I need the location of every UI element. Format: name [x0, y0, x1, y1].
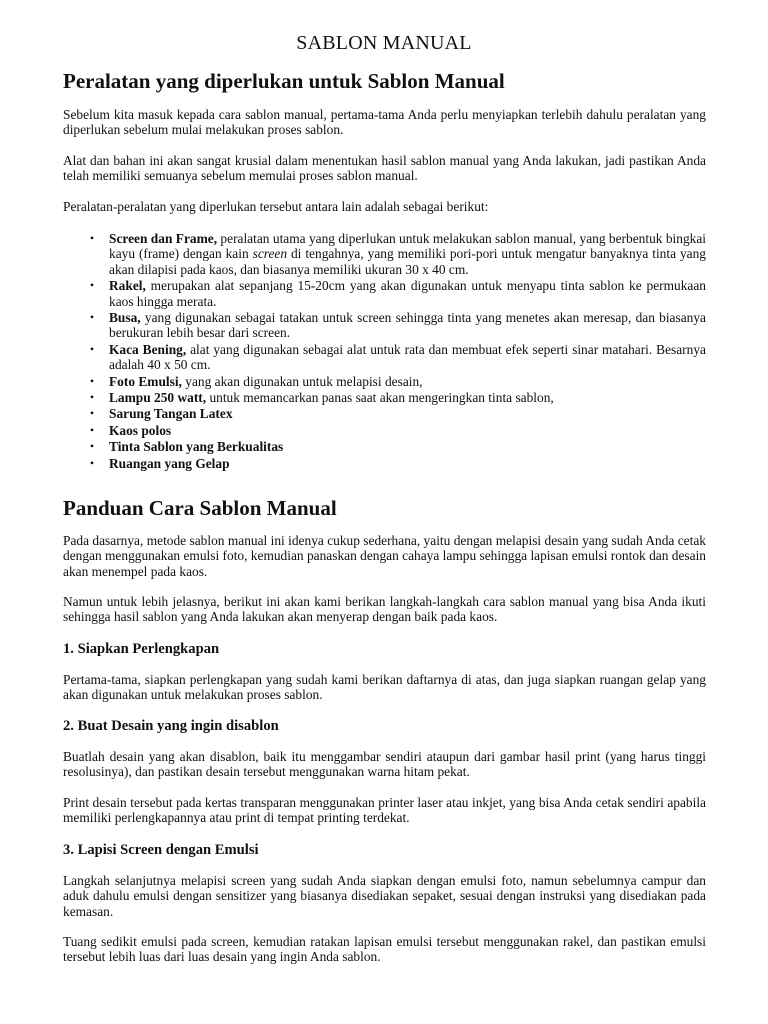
bullet-icon: •	[89, 455, 95, 470]
step-heading-3: 3. Lapisi Screen dengan Emulsi	[63, 842, 259, 858]
list-item	[87, 390, 706, 405]
item-term: Sarung Tangan Latex	[109, 406, 233, 422]
bullet-icon: •	[89, 422, 95, 437]
item-term: Foto Emulsi,	[109, 373, 182, 389]
bullet-icon: •	[89, 278, 95, 293]
list-item	[87, 310, 706, 341]
item-desc: alat yang digunakan sebagai alat untuk rata dan membuat efek seperti sinar matahari. Besarnya adalah 40 x 50 cm.	[109, 341, 706, 373]
item-term: Ruangan yang Gelap	[109, 455, 230, 471]
paragraph: Namun untuk lebih jelasnya, berikut ini akan kami berikan langkah-langkah cara sablon manual yang bisa Anda ikuti sehingga hasil sablon yang Anda lakukan akan menyerap dengan baik pada kaos.	[63, 594, 706, 625]
list-item	[87, 423, 706, 438]
bullet-icon: •	[89, 310, 95, 325]
section-heading-panduan: Panduan Cara Sablon Manual	[63, 496, 337, 520]
document-title: SABLON MANUAL	[296, 32, 472, 54]
bullet-icon: •	[89, 439, 95, 454]
item-desc: yang digunakan sebagai tatakan untuk screen sehingga tinta yang menetes akan meresap, dan biasanya berukuran lebih besar dari screen.	[109, 310, 706, 341]
paragraph: Pada dasarnya, metode sablon manual ini idenya cukup sederhana, yaitu dengan melapisi desain yang sudah Anda cetak dengan menggunakan emulsi foto, kemudian panaskan dengan cahaya lampu sehingga lapisan emulsi rontok dan desain akan menempel pada kaos.	[63, 533, 706, 579]
bullet-icon: •	[89, 231, 95, 245]
item-desc: untuk memancarkan panas saat akan mengeringkan tinta sablon,	[206, 390, 554, 406]
bullet-icon: •	[89, 341, 95, 356]
item-term: Rakel,	[109, 278, 146, 294]
item-term: Screen dan Frame,	[109, 231, 218, 246]
item-desc-emphasis: screen	[252, 246, 288, 262]
equipment-list	[87, 231, 706, 472]
item-term: Busa,	[109, 310, 141, 326]
item-term: Kaos polos	[109, 422, 172, 438]
paragraph: Buatlah desain yang akan disablon, baik itu menggambar sendiri ataupun dari gambar hasil print (yang harus tinggi resolusinya), dan pastikan desain tersebut menggunakan warna hitam pekat.	[63, 749, 706, 780]
item-desc: peralatan utama yang diperlukan untuk melakukan sablon manual, yang berbentuk bingkai kayu (frame) dengan kain	[109, 231, 706, 262]
list-item	[87, 278, 706, 309]
paragraph: Peralatan-peralatan yang diperlukan tersebut antara lain adalah sebagai berikut:	[63, 199, 489, 214]
item-desc: merupakan alat sepanjang 15-20cm yang akan digunakan untuk menyapu tinta sablon ke permukaan kaos hingga merata.	[109, 278, 706, 309]
paragraph: Pertama-tama, siapkan perlengkapan yang sudah kami berikan daftarnya di atas, dan juga siapkan ruangan gelap yang akan digunakan untuk melakukan proses sablon.	[63, 672, 706, 703]
bullet-icon: •	[89, 373, 95, 388]
paragraph: Langkah selanjutnya melapisi screen yang sudah Anda siapkan dengan emulsi foto, namun sebelumnya campur dan aduk dahulu emulsi dengan sensitizer yang biasanya disediakan sepaket, sesuai dengan instruksi yang disediakan pada kemasan.	[63, 873, 706, 919]
step-heading-2: 2. Buat Desain yang ingin disablon	[63, 718, 279, 734]
paragraph: Alat dan bahan ini akan sangat krusial dalam menentukan hasil sablon manual yang Anda lakukan, jadi pastikan Anda telah memiliki semuanya sebelum memulai proses sablon manual.	[63, 153, 706, 184]
item-term: Lampu 250 watt,	[109, 390, 207, 406]
list-item	[87, 406, 706, 421]
item-desc: di tengahnya, yang memiliki pori-pori untuk mengatur banyaknya tinta yang akan dilapisi pada kaos, dan biasanya memiliki ukuran 30 x 40 cm.	[109, 246, 706, 277]
step-heading-1: 1. Siapkan Perlengkapan	[63, 641, 220, 657]
paragraph: Tuang sedikit emulsi pada screen, kemudian ratakan lapisan emulsi tersebut menggunakan rakel, dan pastikan emulsi tersebut lebih luas dari luas desain yang ingin Anda sablon.	[63, 934, 706, 965]
item-term: Kaca Bening,	[109, 341, 187, 357]
list-item	[87, 456, 706, 471]
section-heading-peralatan: Peralatan yang diperlukan untuk Sablon Manual	[63, 69, 505, 93]
list-item	[87, 374, 706, 389]
paragraph: Sebelum kita masuk kepada cara sablon manual, pertama-tama Anda perlu menyiapkan terlebih dahulu peralatan yang diperlukan sebelum mulai melakukan proses sablon.	[63, 107, 706, 138]
list-item	[87, 439, 706, 454]
item-desc: yang akan digunakan untuk melapisi desain,	[181, 373, 423, 389]
item-term: Tinta Sablon yang Berkualitas	[109, 439, 284, 455]
paragraph: Print desain tersebut pada kertas transparan menggunakan printer laser atau inkjet, yang bisa Anda cetak sendiri apabila memiliki perlengkapannya atau print di tempat printing terdekat.	[63, 795, 706, 826]
bullet-icon: •	[89, 390, 95, 405]
bullet-icon: •	[89, 406, 95, 421]
list-item	[87, 342, 706, 373]
list-item	[87, 231, 706, 277]
